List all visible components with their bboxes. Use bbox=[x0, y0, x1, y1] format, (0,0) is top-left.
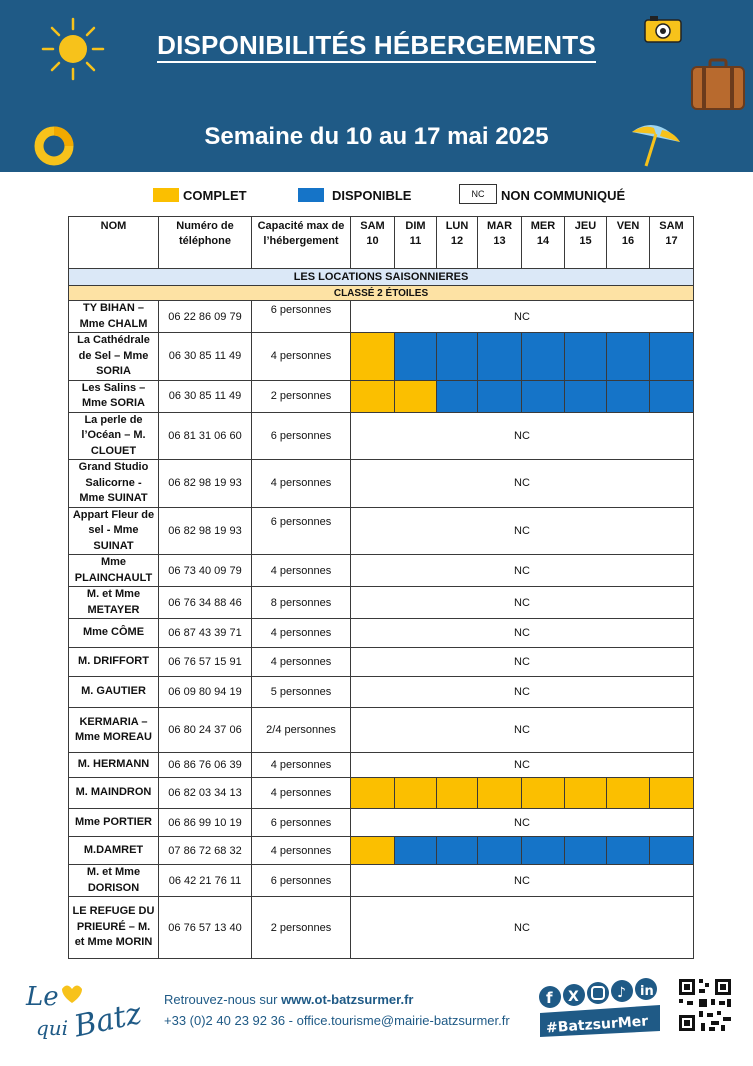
svg-text:Batz: Batz bbox=[71, 996, 145, 1045]
social-media-badge bbox=[536, 975, 664, 1039]
header-capacity: Capacité max de l’hébergement bbox=[252, 217, 351, 269]
header-phone: Numéro de téléphone bbox=[159, 217, 252, 269]
capacity: 4 personnes bbox=[252, 333, 351, 381]
legend-disponible-label: DISPONIBLE bbox=[332, 188, 412, 203]
svg-text:♪: ♪ bbox=[617, 985, 626, 1001]
accommodation-name: Mme PORTIER bbox=[69, 809, 159, 837]
table-row bbox=[69, 677, 694, 708]
status-nc: NC bbox=[351, 301, 694, 333]
svg-text:f: f bbox=[546, 989, 553, 1007]
capacity: 8 personnes bbox=[252, 587, 351, 619]
capacity: 4 personnes bbox=[252, 753, 351, 778]
website-link[interactable]: www.ot-batzsurmer.fr bbox=[281, 992, 414, 1007]
accommodation-name: La perle de l’Océan – M. CLOUET bbox=[69, 412, 159, 460]
table-row bbox=[69, 708, 694, 753]
phone-number: 06 81 31 06 60 bbox=[159, 412, 252, 460]
capacity: 4 personnes bbox=[252, 619, 351, 648]
section-row bbox=[69, 269, 694, 286]
phone-number: 06 86 76 06 39 bbox=[159, 753, 252, 778]
status-nc: NC bbox=[351, 753, 694, 778]
capacity: 4 personnes bbox=[252, 648, 351, 677]
header-day: DIM 11 bbox=[395, 217, 437, 269]
phone-number: 06 86 99 10 19 bbox=[159, 809, 252, 837]
accommodation-name: M.DAMRET bbox=[69, 837, 159, 865]
status-nc: NC bbox=[351, 677, 694, 708]
day-cell-disponible bbox=[395, 333, 437, 381]
header-day: SAM 10 bbox=[351, 217, 395, 269]
phone-number: 06 80 24 37 06 bbox=[159, 708, 252, 753]
legend-complet-swatch bbox=[153, 188, 179, 202]
accommodation-name: KERMARIA – Mme MOREAU bbox=[69, 708, 159, 753]
footer-website-line: Retrouvez-nous sur www.ot-batzsurmer.fr bbox=[164, 992, 414, 1007]
day-cell-complet bbox=[351, 380, 395, 412]
day-cell-disponible bbox=[395, 837, 437, 865]
status-nc: NC bbox=[351, 809, 694, 837]
capacity: 2 personnes bbox=[252, 380, 351, 412]
capacity: 2/4 personnes bbox=[252, 708, 351, 753]
header-day: MAR 13 bbox=[478, 217, 522, 269]
accommodation-name: M. et Mme METAYER bbox=[69, 587, 159, 619]
phone-number: 06 82 03 34 13 bbox=[159, 778, 252, 809]
category-label: CLASSÉ 2 ÉTOILES bbox=[69, 286, 694, 301]
day-cell-disponible bbox=[522, 837, 565, 865]
phone-number: 06 09 80 94 19 bbox=[159, 677, 252, 708]
table-row bbox=[69, 587, 694, 619]
capacity: 5 personnes bbox=[252, 677, 351, 708]
section-label: LES LOCATIONS SAISONNIERES bbox=[69, 269, 694, 286]
capacity: 2 personnes bbox=[252, 897, 351, 959]
table-row bbox=[69, 865, 694, 897]
header-day: MER 14 bbox=[522, 217, 565, 269]
day-cell-disponible bbox=[607, 333, 650, 381]
swim-ring-icon bbox=[34, 126, 74, 166]
table-row bbox=[69, 897, 694, 959]
day-cell-disponible bbox=[565, 380, 607, 412]
day-cell-complet bbox=[565, 778, 607, 809]
suitcase-icon bbox=[690, 58, 746, 112]
accommodation-name: Mme CÔME bbox=[69, 619, 159, 648]
day-cell-complet bbox=[437, 778, 478, 809]
table-row bbox=[69, 648, 694, 677]
status-nc: NC bbox=[351, 865, 694, 897]
day-cell-complet bbox=[395, 778, 437, 809]
table-row bbox=[69, 507, 694, 555]
status-nc: NC bbox=[351, 619, 694, 648]
accommodation-name: M. et Mme DORISON bbox=[69, 865, 159, 897]
phone-number: 06 76 57 15 91 bbox=[159, 648, 252, 677]
accommodation-name: TY BIHAN – Mme CHALM bbox=[69, 301, 159, 333]
qr-code bbox=[677, 977, 733, 1033]
table-row bbox=[69, 837, 694, 865]
phone-number: 06 42 21 76 11 bbox=[159, 865, 252, 897]
day-cell-complet bbox=[650, 778, 694, 809]
legend-disponible-swatch bbox=[298, 188, 324, 202]
day-cell-complet bbox=[351, 333, 395, 381]
day-cell-disponible bbox=[437, 380, 478, 412]
day-cell-complet bbox=[395, 380, 437, 412]
capacity: 6 personnes bbox=[252, 809, 351, 837]
table-row bbox=[69, 809, 694, 837]
phone-number: 06 30 85 11 49 bbox=[159, 380, 252, 412]
day-cell-disponible bbox=[478, 380, 522, 412]
accommodation-name: Les Salins – Mme SORIA bbox=[69, 380, 159, 412]
day-cell-disponible bbox=[650, 837, 694, 865]
sun-icon bbox=[40, 16, 106, 82]
table-row bbox=[69, 753, 694, 778]
accommodation-name: La Cathédrale de Sel – Mme SORIA bbox=[69, 333, 159, 381]
day-cell-complet bbox=[478, 778, 522, 809]
capacity: 4 personnes bbox=[252, 555, 351, 587]
legend-complet-label: COMPLET bbox=[183, 188, 247, 203]
accommodation-name: M. HERMANN bbox=[69, 753, 159, 778]
phone-number: 06 82 98 19 93 bbox=[159, 507, 252, 555]
camera-icon bbox=[644, 14, 682, 44]
accommodation-name: Mme PLAINCHAULT bbox=[69, 555, 159, 587]
phone-number: 06 22 86 09 79 bbox=[159, 301, 252, 333]
capacity: 4 personnes bbox=[252, 460, 351, 508]
accommodation-name: LE REFUGE DU PRIEURÉ – M. et Mme MORIN bbox=[69, 897, 159, 959]
phone-number: 06 87 43 39 71 bbox=[159, 619, 252, 648]
accommodation-name: M. GAUTIER bbox=[69, 677, 159, 708]
phone-number: 06 82 98 19 93 bbox=[159, 460, 252, 508]
svg-text:qui: qui bbox=[36, 1016, 69, 1040]
status-nc: NC bbox=[351, 460, 694, 508]
status-nc: NC bbox=[351, 587, 694, 619]
capacity: 6 personnes bbox=[252, 412, 351, 460]
header-day: LUN 12 bbox=[437, 217, 478, 269]
status-nc: NC bbox=[351, 555, 694, 587]
day-cell-disponible bbox=[478, 333, 522, 381]
day-cell-disponible bbox=[607, 380, 650, 412]
capacity: 6 personnes bbox=[252, 507, 351, 555]
capacity: 6 personnes bbox=[252, 301, 351, 333]
status-nc: NC bbox=[351, 507, 694, 555]
phone-number: 06 73 40 09 79 bbox=[159, 555, 252, 587]
instagram-icon bbox=[587, 982, 609, 1004]
table-row bbox=[69, 412, 694, 460]
capacity: 4 personnes bbox=[252, 837, 351, 865]
svg-text:X: X bbox=[568, 989, 579, 1005]
table-header-row bbox=[69, 217, 694, 269]
header-day: JEU 15 bbox=[565, 217, 607, 269]
status-nc: NC bbox=[351, 648, 694, 677]
availability-table bbox=[68, 216, 694, 959]
legend-nc-label: NON COMMUNIQUÉ bbox=[501, 188, 626, 203]
day-cell-complet bbox=[607, 778, 650, 809]
header-nom: NOM bbox=[69, 217, 159, 269]
page-title bbox=[0, 30, 753, 61]
table-row bbox=[69, 460, 694, 508]
hashtag-text: #BatzsurMer bbox=[545, 1013, 649, 1037]
header-day: SAM 17 bbox=[650, 217, 694, 269]
day-cell-disponible bbox=[565, 837, 607, 865]
page-subtitle: Semaine du 10 au 17 mai 2025 bbox=[204, 123, 549, 150]
table-row bbox=[69, 380, 694, 412]
legend bbox=[0, 184, 753, 210]
le-coeur-qui-batz-logo bbox=[22, 975, 152, 1045]
phone-number: 07 86 72 68 32 bbox=[159, 837, 252, 865]
day-cell-disponible bbox=[437, 333, 478, 381]
day-cell-disponible bbox=[478, 837, 522, 865]
header-day: VEN 16 bbox=[607, 217, 650, 269]
status-nc: NC bbox=[351, 708, 694, 753]
table-row bbox=[69, 555, 694, 587]
table-row bbox=[69, 333, 694, 381]
phone-number: 06 30 85 11 49 bbox=[159, 333, 252, 381]
day-cell-disponible bbox=[650, 333, 694, 381]
svg-text:Le: Le bbox=[26, 982, 59, 1012]
accommodation-name: M. DRIFFORT bbox=[69, 648, 159, 677]
day-cell-complet bbox=[351, 837, 395, 865]
day-cell-disponible bbox=[437, 837, 478, 865]
day-cell-disponible bbox=[522, 333, 565, 381]
footer-contact-line: +33 (0)2 40 23 92 36 - office.tourisme@mairie-batzsurmer.fr bbox=[164, 1013, 510, 1028]
page-title-text: DISPONIBILITÉS HÉBERGEMENTS bbox=[157, 30, 596, 63]
day-cell-disponible bbox=[607, 837, 650, 865]
day-cell-complet bbox=[351, 778, 395, 809]
capacity: 6 personnes bbox=[252, 865, 351, 897]
day-cell-disponible bbox=[650, 380, 694, 412]
category-row bbox=[69, 286, 694, 301]
table-row bbox=[69, 619, 694, 648]
accommodation-name: Appart Fleur de sel - Mme SUINAT bbox=[69, 507, 159, 555]
phone-number: 06 76 57 13 40 bbox=[159, 897, 252, 959]
beach-umbrella-icon bbox=[628, 120, 684, 168]
accommodation-name: M. MAINDRON bbox=[69, 778, 159, 809]
table-row bbox=[69, 778, 694, 809]
phone-number: 06 76 34 88 46 bbox=[159, 587, 252, 619]
day-cell-disponible bbox=[565, 333, 607, 381]
status-nc: NC bbox=[351, 897, 694, 959]
svg-text:in: in bbox=[640, 984, 654, 999]
capacity: 4 personnes bbox=[252, 778, 351, 809]
accommodation-name: Grand Studio Salicorne - Mme SUINAT bbox=[69, 460, 159, 508]
day-cell-disponible bbox=[522, 380, 565, 412]
day-cell-complet bbox=[522, 778, 565, 809]
legend-nc-box: NC bbox=[459, 184, 497, 204]
status-nc: NC bbox=[351, 412, 694, 460]
table-row bbox=[69, 301, 694, 333]
